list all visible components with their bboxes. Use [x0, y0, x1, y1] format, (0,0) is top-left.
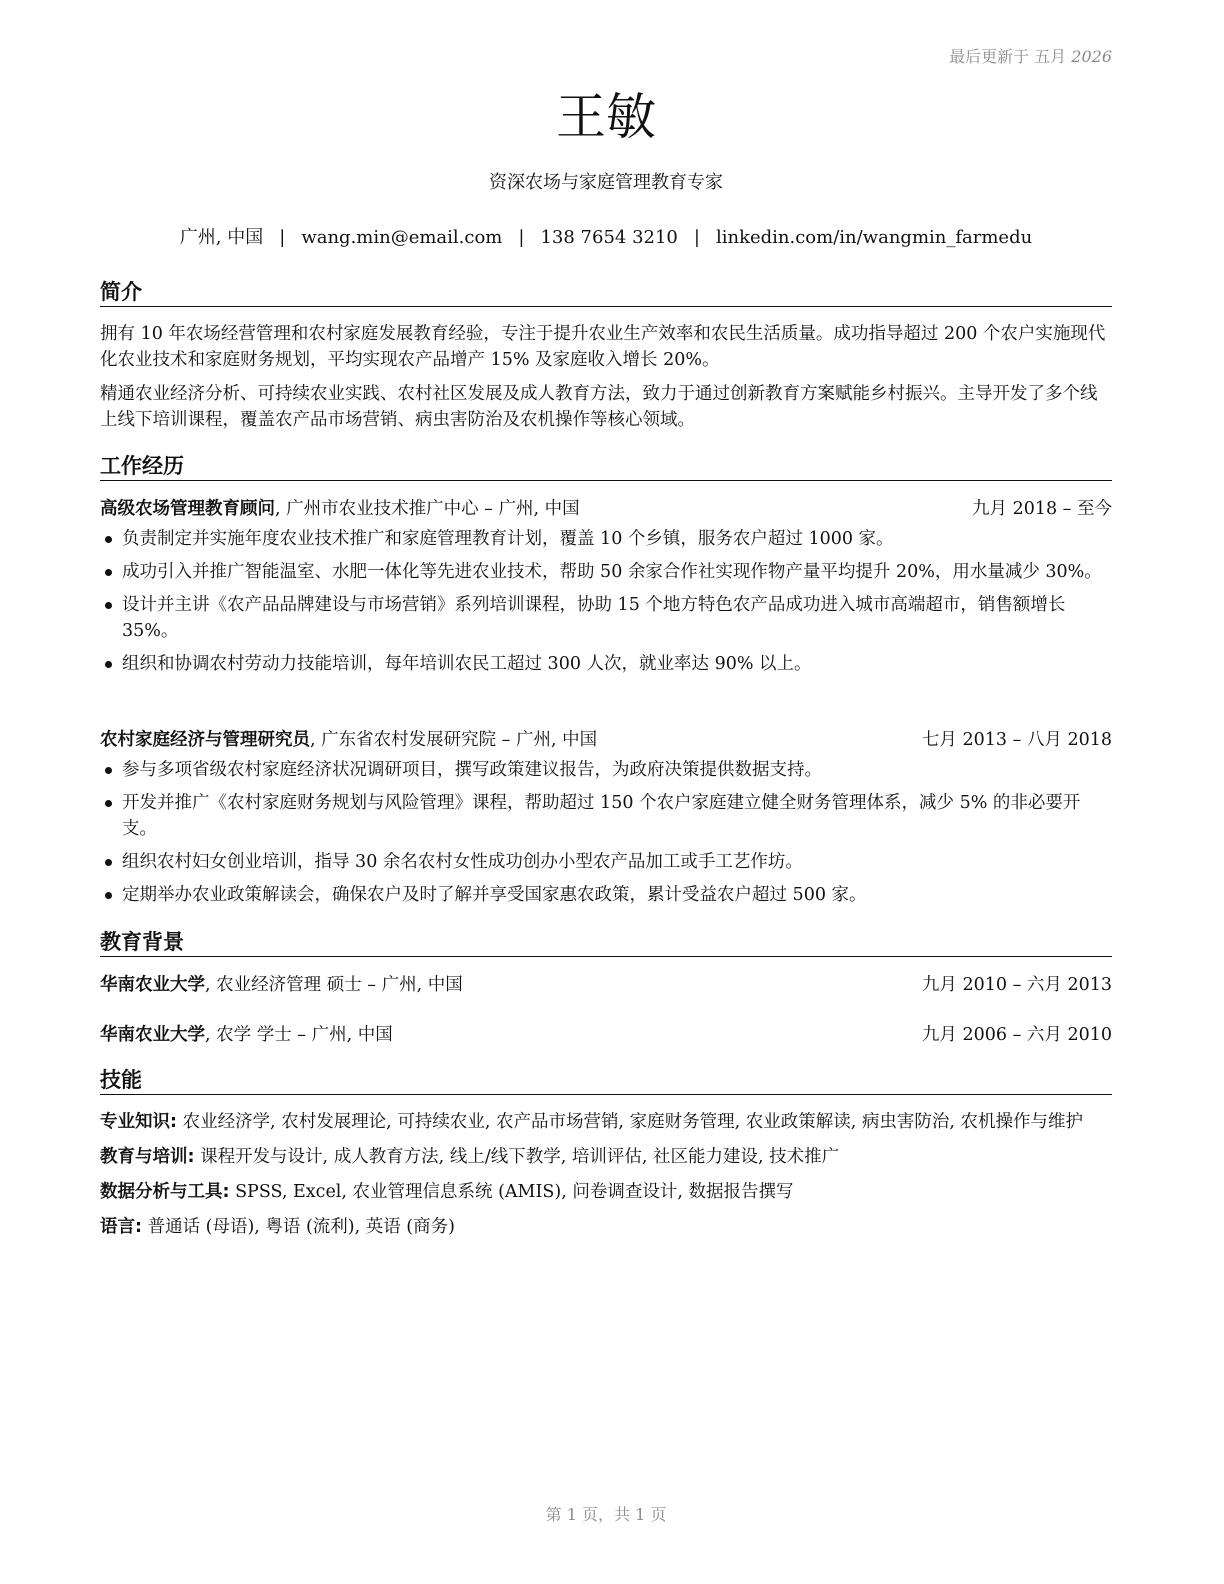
contact-separator: |: [518, 227, 525, 248]
education-entry: [100, 1022, 1112, 1048]
skill-label: 语言:: [100, 1217, 142, 1237]
contact-email[interactable]: wang.min@email.com: [301, 227, 503, 248]
education-line: [100, 1022, 393, 1048]
job-bullets: [100, 526, 1112, 677]
education-detail: , 农业经济管理 硕士 – 广州, 中国: [205, 975, 463, 995]
skill-text: 农业经济学, 农村发展理论, 可持续农业, 农产品市场营销, 家庭财务管理, 农业政策解读, 病虫害防治, 农机操作与维护: [177, 1112, 1083, 1132]
education-dates: 九月 2010 – 六月 2013: [921, 975, 1112, 995]
education-entry: [100, 972, 1112, 998]
skill-label: 专业知识:: [100, 1112, 177, 1132]
last-updated: [949, 44, 1112, 67]
section-heading-education: 教育背景: [100, 928, 1112, 957]
skill-label: 教育与培训:: [100, 1147, 195, 1167]
summary-paragraph: 精通农业经济分析、可持续农业实践、农村社区发展及成人教育方法，致力于通过创新教育方案赋能乡村振兴。主导开发了多个线上线下培训课程，覆盖农产品市场营销、病虫害防治及农机操作等核心领域。: [100, 384, 1098, 430]
skill-line: [100, 1179, 1112, 1205]
job-bullets: [100, 757, 1112, 908]
contact-separator: |: [279, 227, 286, 248]
page-footer: 第 1 页，共 1 页: [545, 1505, 667, 1524]
skill-text: 课程开发与设计, 成人教育方法, 线上/线下教学, 培训评估, 社区能力建设, 技术推广: [194, 1147, 840, 1167]
section-heading-skills: 技能: [100, 1066, 1112, 1095]
job-dates: 九月 2018 – 至今: [972, 499, 1112, 519]
education-detail: , 农学 学士 – 广州, 中国: [205, 1025, 393, 1045]
education-row: [100, 1022, 1112, 1048]
resume-page: [100, 0, 1112, 1584]
contact-linkedin[interactable]: linkedin.com/in/wangmin_farmedu: [715, 227, 1033, 248]
summary-section: [100, 321, 1112, 433]
education-school: 华南农业大学: [100, 975, 205, 995]
section-heading-summary: 简介: [100, 278, 1112, 307]
job-dates: 七月 2013 – 八月 2018: [921, 730, 1112, 750]
job-bullet: 组织和协调农村劳动力技能培训，每年培训农民工超过 300 人次，就业率达 90% 以上。: [100, 651, 1112, 677]
education-school: 华南农业大学: [100, 1025, 205, 1045]
candidate-name: 王敏: [556, 88, 656, 146]
job-bullet: 组织农村妇女创业培训，指导 30 余名农村女性成功创办小型农产品加工或手工艺作坊。: [100, 849, 1112, 875]
section-heading-experience: 工作经历: [100, 452, 1112, 481]
job-organization: , 广东省农村发展研究院 – 广州, 中国: [310, 730, 598, 750]
job-role: 高级农场管理教育顾问: [100, 499, 275, 519]
last-updated-year: 2026: [1071, 47, 1112, 66]
job-organization: , 广州市农业技术推广中心 – 广州, 中国: [275, 499, 580, 519]
job-title-line: [100, 727, 597, 753]
job-bullet: 定期举办农业政策解读会，确保农户及时了解并享受国家惠农政策，累计受益农户超过 500 家。: [100, 882, 1112, 908]
job-entry: [100, 727, 1112, 908]
job-entry: [100, 496, 1112, 677]
contact-location: 广州, 中国: [179, 227, 264, 248]
education-row: [100, 972, 1112, 998]
education-line: [100, 972, 463, 998]
job-bullet: 参与多项省级农村家庭经济状况调研项目，撰写政策建议报告，为政府决策提供数据支持。: [100, 757, 1112, 783]
job-bullet: 负责制定并实施年度农业技术推广和家庭管理教育计划，覆盖 10 个乡镇，服务农户超过 1000 家。: [100, 526, 1112, 552]
job-bullet: 开发并推广《农村家庭财务规划与风险管理》课程，帮助超过 150 个农户家庭建立健全财务管理体系，减少 5% 的非必要开支。: [100, 790, 1112, 842]
skills-section: [100, 1109, 1112, 1240]
job-header: [100, 496, 1112, 522]
job-role: 农村家庭经济与管理研究员: [100, 730, 310, 750]
job-bullet: 成功引入并推广智能温室、水肥一体化等先进农业技术，帮助 50 余家合作社实现作物产量平均提升 20%，用水量减少 30%。: [100, 559, 1112, 585]
skill-label: 数据分析与工具:: [100, 1182, 230, 1202]
contact-line: [100, 225, 1112, 251]
skill-line: [100, 1214, 1112, 1240]
job-header: [100, 727, 1112, 753]
candidate-headline: 资深农场与家庭管理教育专家: [489, 172, 723, 193]
skill-line: [100, 1109, 1112, 1135]
summary-paragraph: 拥有 10 年农场经营管理和农村家庭发展教育经验，专注于提升农业生产效率和农民生活质量。成功指导超过 200 个农户实施现代化农业技术和家庭财务规划，平均实现农产品增产 15% 及家庭收入增长 20%。: [100, 324, 1106, 370]
skill-text: SPSS, Excel, 农业管理信息系统 (AMIS), 问卷调查设计, 数据报告撰写: [229, 1182, 794, 1202]
job-title-line: [100, 496, 580, 522]
contact-phone[interactable]: 138 7654 3210: [540, 227, 678, 248]
skill-text: 普通话 (母语), 粤语 (流利), 英语 (商务): [142, 1217, 455, 1237]
job-bullet: 设计并主讲《农产品品牌建设与市场营销》系列培训课程，协助 15 个地方特色农产品成功进入城市高端超市，销售额增长 35%。: [100, 592, 1112, 644]
last-updated-label: 最后更新于 五月: [949, 47, 1067, 66]
skill-line: [100, 1144, 1112, 1170]
contact-separator: |: [693, 227, 700, 248]
education-dates: 九月 2006 – 六月 2010: [921, 1025, 1112, 1045]
